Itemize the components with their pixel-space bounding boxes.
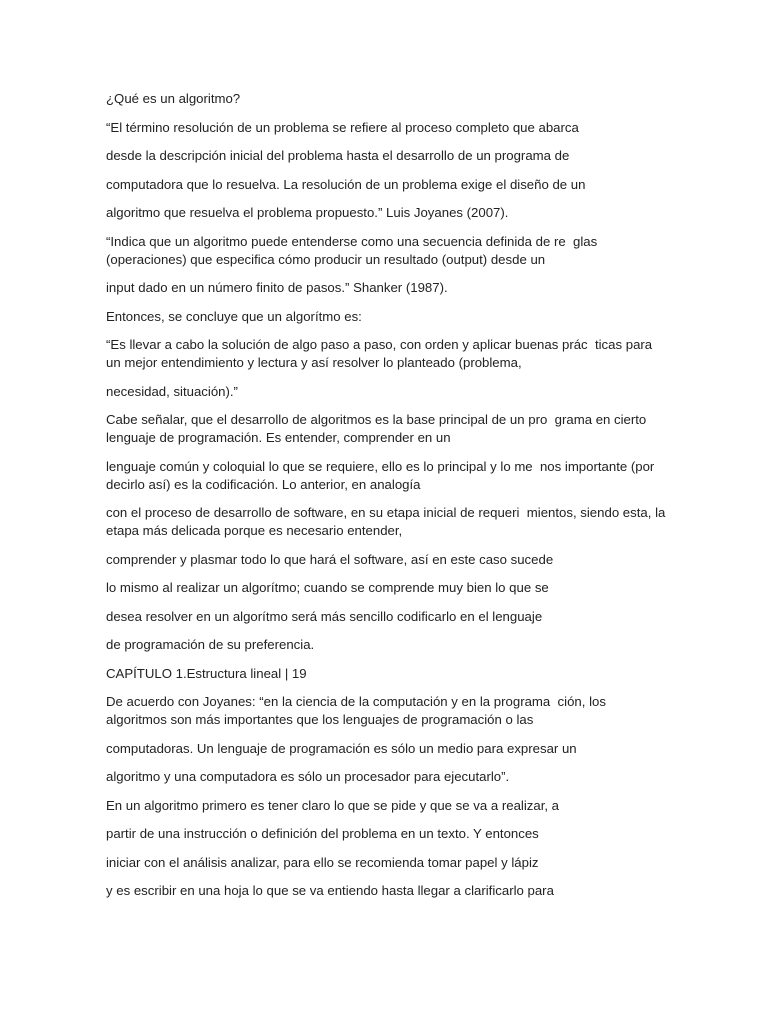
paragraph: “Indica que un algoritmo puede entenderse como una secuencia definida de re glas (operaciones) que especifica cómo producir un resultado (output) desde un	[106, 233, 601, 267]
paragraph: “El término resolución de un problema se refiere al proceso completo que abarca	[106, 119, 579, 135]
paragraph: y es escribir en una hoja lo que se va entiendo hasta llegar a clarificarlo para	[106, 883, 554, 898]
paragraph: desea resolver en un algorítmo será más sencillo codificarlo en el lenguaje	[106, 608, 543, 624]
paragraph: algoritmo que resuelva el problema propuesto.” Luis Joyanes (2007).	[106, 205, 509, 220]
paragraph: algoritmo y una computadora es sólo un procesador para ejecutarlo”.	[106, 769, 510, 784]
paragraph: comprender y plasmar todo lo que hará el software, así en este caso sucede	[106, 551, 554, 567]
paragraph: computadoras. Un lenguaje de programación es sólo un medio para expresar un	[106, 740, 577, 756]
paragraph: “Es llevar a cabo la solución de algo paso a paso, con orden y aplicar buenas prác ticas para un mejor entendimiento y lectura y así resolver lo planteado (problema,	[106, 337, 656, 370]
paragraph: Entonces, se concluye que un algorítmo es:	[106, 308, 362, 324]
paragraph: input dado en un número finito de pasos.” Shanker (1987).	[106, 280, 448, 295]
document-body	[106, 90, 670, 911]
paragraph: Cabe señalar, que el desarrollo de algoritmos es la base principal de un pro grama en cierto lenguaje de programación. Es entender, comprender en un	[106, 412, 650, 445]
paragraph: iniciar con el análisis analizar, para ello se recomienda tomar papel y lápiz	[106, 854, 539, 870]
paragraph: necesidad, situación).”	[106, 383, 238, 399]
paragraph: lo mismo al realizar un algorítmo; cuando se comprende muy bien lo que se	[106, 580, 549, 595]
paragraph: partir de una instrucción o definición del problema en un texto. Y entonces	[106, 826, 539, 841]
paragraph-heading: ¿Qué es un algoritmo?	[106, 91, 241, 106]
paragraph: de programación de su preferencia.	[106, 637, 315, 652]
paragraph: con el proceso de desarrollo de software, en su etapa inicial de requeri mientos, siendo esta, la etapa más delicada porque es necesario entender,	[106, 505, 670, 538]
paragraph: computadora que lo resuelva. La resolución de un problema exige el diseño de un	[106, 176, 586, 192]
paragraph: lenguaje común y coloquial lo que se requiere, ello es lo principal y lo me nos importante (por decirlo así) es la codificación. Lo anterior, en analogía	[106, 458, 658, 492]
chapter-label: CAPÍTULO 1.Estructura lineal | 19	[106, 665, 307, 681]
paragraph: desde la descripción inicial del problema hasta el desarrollo de un programa de	[106, 148, 570, 163]
paragraph: De acuerdo con Joyanes: “en la ciencia de la computación y en la programa ción, los algoritmos son más importantes que los lenguajes de programación o las	[106, 694, 610, 727]
paragraph: En un algoritmo primero es tener claro lo que se pide y que se va a realizar, a	[106, 797, 560, 813]
